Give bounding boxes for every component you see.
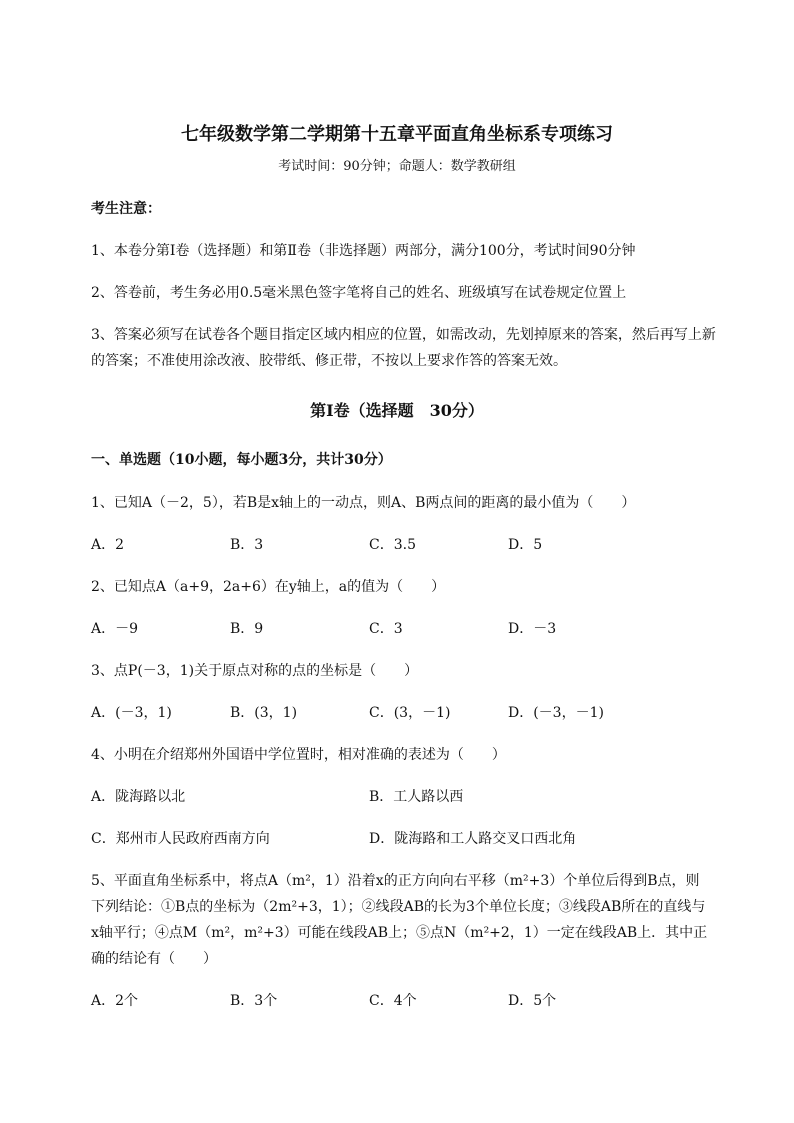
page-subtitle: 考试时间：90分钟；命题人：数学教研组 bbox=[278, 159, 516, 174]
option-d: D．陇海路和工人路交叉口西北角 bbox=[369, 831, 577, 847]
notice-item: 的答案；不准使用涂改液、胶带纸、修正带，不按以上要求作答的答案无效。 bbox=[91, 353, 567, 369]
option-d: D．5个 bbox=[508, 993, 557, 1009]
question-stem: 1、已知A（－2，5），若B是x轴上的一动点，则A、B两点间的距离的最小值为（ ） bbox=[91, 495, 636, 511]
section-title: 第I卷（选择题 30分） bbox=[310, 401, 484, 420]
option-a: A．陇海路以北 bbox=[91, 789, 186, 805]
option-b: B．3个 bbox=[230, 993, 278, 1009]
option-a: A．－9 bbox=[91, 621, 139, 637]
question-stem-line: x轴平行；④点M（m²，m²+3）可能在线段AB上；⑤点N（m²+2，1）一定在线段AB上．其中正 bbox=[91, 925, 708, 941]
question-stem: 4、小明在介绍郑州外国语中学位置时，相对准确的表述为（ ） bbox=[91, 747, 506, 763]
option-b: B．3 bbox=[230, 537, 264, 553]
question-stem-line: 下列结论：①B点的坐标为（2m²+3，1）；②线段AB的长为3个单位长度；③线段AB所在的直线与 bbox=[91, 899, 706, 915]
question-stem: 2、已知点A（a+9，2a+6）在y轴上，a的值为（ ） bbox=[91, 579, 446, 595]
notice-heading: 考生注意： bbox=[91, 201, 161, 217]
part-heading: 一、单选题（10小题，每小题3分，共计30分） bbox=[91, 452, 392, 468]
option-b: B．工人路以西 bbox=[369, 789, 464, 805]
option-b: B．(3，1) bbox=[230, 705, 298, 721]
option-c: C．3.5 bbox=[369, 537, 416, 553]
page-title: 七年级数学第二学期第十五章平面直角坐标系专项练习 bbox=[181, 124, 613, 145]
option-d: D．5 bbox=[508, 537, 543, 553]
option-c: C．4个 bbox=[369, 993, 417, 1009]
question-stem-line: 确的结论有（ ） bbox=[91, 951, 217, 967]
option-c: C．3 bbox=[369, 621, 403, 637]
option-a: A．(－3，1) bbox=[91, 705, 172, 721]
option-d: D．－3 bbox=[508, 621, 557, 637]
option-b: B．9 bbox=[230, 621, 264, 637]
notice-item: 1、本卷分第I卷（选择题）和第Ⅱ卷（非选择题）两部分，满分100分，考试时间90分钟 bbox=[91, 243, 636, 259]
option-a: A．2个 bbox=[91, 993, 139, 1009]
option-c: C．(3，－1) bbox=[369, 705, 451, 721]
option-c: C．郑州市人民政府西南方向 bbox=[91, 831, 270, 847]
notice-item: 2、答卷前，考生务必用0.5毫米黑色签字笔将自己的姓名、班级填写在试卷规定位置上 bbox=[91, 285, 627, 301]
notice-item: 3、答案必须写在试卷各个题目指定区域内相应的位置，如需改动，先划掉原来的答案，然后再写上新 bbox=[91, 327, 716, 343]
option-a: A．2 bbox=[91, 537, 125, 553]
question-stem-line: 5、平面直角坐标系中，将点A（m²，1）沿着x的正方向向右平移（m²+3）个单位后得到B点，则 bbox=[91, 873, 700, 889]
option-d: D．(－3，－1) bbox=[508, 705, 604, 721]
question-stem: 3、点P(－3，1)关于原点对称的点的坐标是（ ） bbox=[91, 663, 419, 679]
